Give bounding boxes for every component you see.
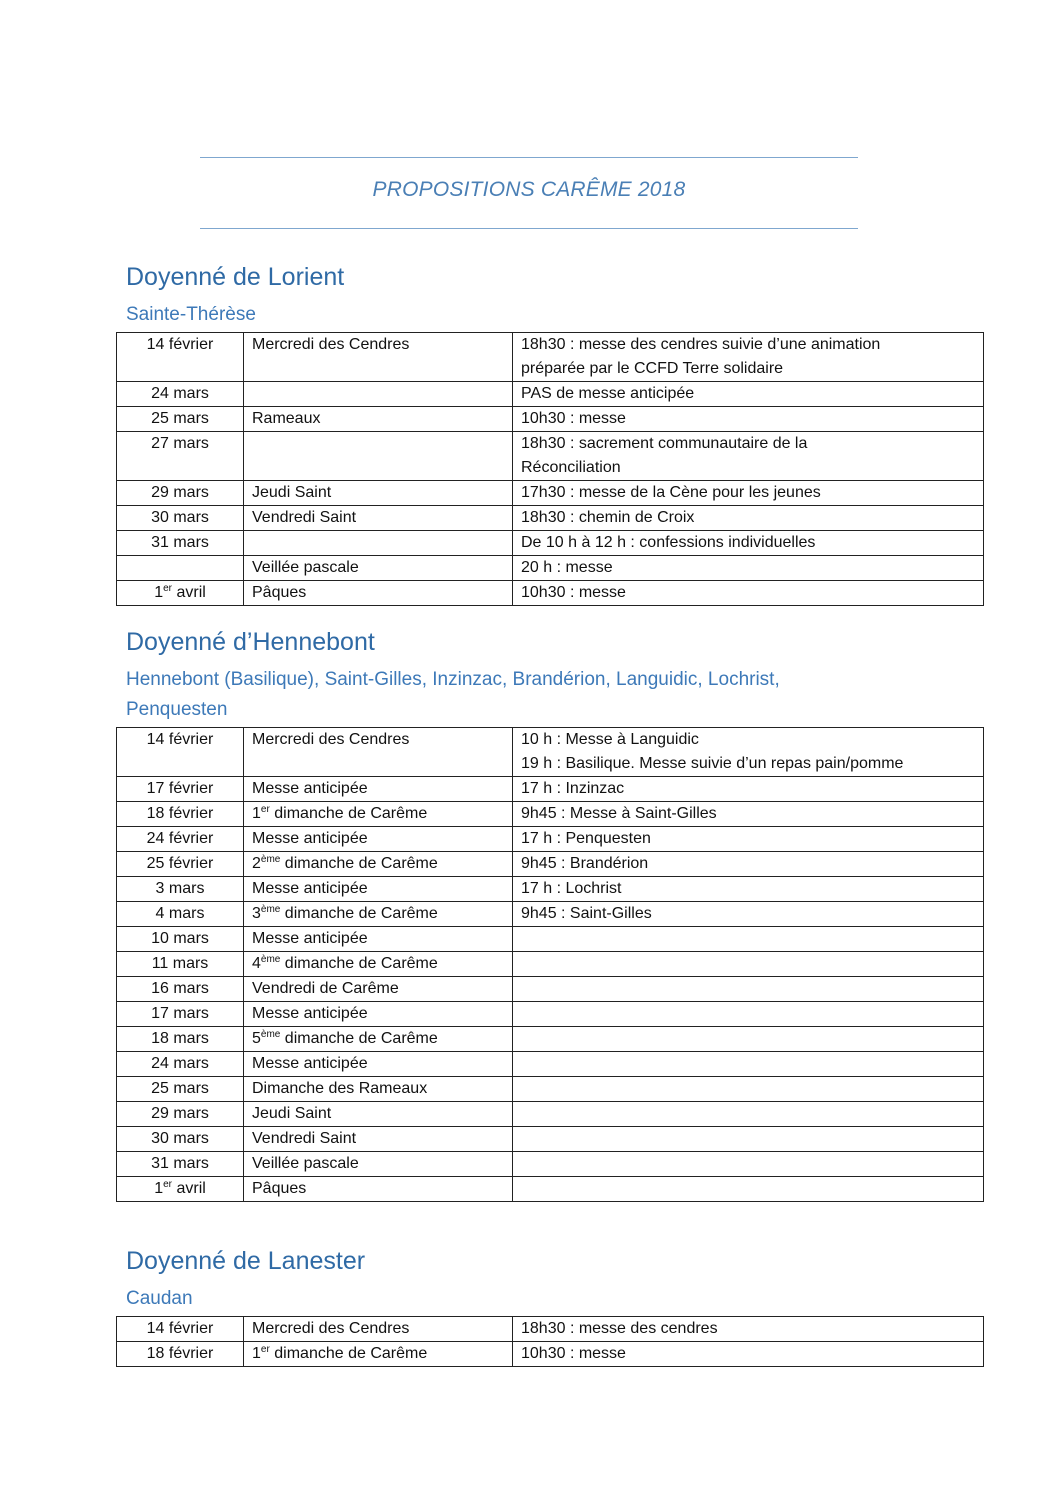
date-cell [117, 927, 244, 952]
date-cell [117, 952, 244, 977]
details-line [521, 1127, 975, 1151]
details-line: 10h30 : messe [521, 584, 626, 601]
date-cell [117, 728, 244, 777]
event-cell-text: Pâques [252, 584, 307, 601]
event-cell-text: 5 [252, 1030, 261, 1047]
details-line: 10h30 : messe [521, 1345, 626, 1362]
event-cell [244, 1177, 513, 1202]
event-cell-text: Vendredi Saint [252, 509, 357, 526]
details-cell [513, 728, 984, 777]
details-cell [513, 1342, 984, 1367]
details-line: 17 h : Penquesten [521, 830, 651, 847]
event-cell-ordinal: ème [260, 854, 281, 865]
event-cell [244, 382, 513, 407]
date-cell-text: 14 février [146, 1320, 214, 1337]
event-cell-text: Veillée pascale [252, 559, 359, 576]
date-cell [117, 382, 244, 407]
date-cell-text: 1 [154, 1180, 164, 1197]
details-cell [513, 581, 984, 606]
event-cell-text-end: dimanche de Carême [280, 955, 438, 972]
date-cell [117, 1317, 244, 1342]
date-cell-text: 29 mars [151, 1105, 209, 1122]
details-line: 9h45 : Brandérion [521, 855, 649, 872]
table-row [117, 581, 984, 606]
event-cell-text-end: dimanche de Carême [280, 1030, 438, 1047]
event-cell [244, 852, 513, 877]
details-line: 17 h : Lochrist [521, 880, 622, 897]
event-cell [244, 1002, 513, 1027]
details-line [521, 952, 975, 976]
event-cell-ordinal: er [260, 1344, 270, 1355]
date-cell [117, 777, 244, 802]
date-cell [117, 407, 244, 432]
details-cell [513, 902, 984, 927]
event-cell [244, 531, 513, 556]
table-row [117, 1027, 984, 1052]
table-row [117, 802, 984, 827]
details-cell [513, 877, 984, 902]
event-cell [244, 728, 513, 777]
event-cell-text-end: dimanche de Carême [280, 905, 438, 922]
details-cell [513, 531, 984, 556]
event-cell-text: Jeudi Saint [252, 484, 332, 501]
date-cell-text: 25 mars [151, 1080, 209, 1097]
details-cell [513, 927, 984, 952]
table-row [117, 1002, 984, 1027]
details-line: préparée par le CCFD Terre solidaire [521, 360, 784, 377]
event-cell [244, 1077, 513, 1102]
table-row [117, 1102, 984, 1127]
table-row [117, 977, 984, 1002]
event-cell [244, 1052, 513, 1077]
details-cell [513, 1027, 984, 1052]
event-cell [244, 1102, 513, 1127]
event-cell-text: 4 [252, 955, 261, 972]
event-cell-text: 1 [252, 805, 261, 822]
date-cell-text: 31 mars [151, 1155, 209, 1172]
details-cell [513, 852, 984, 877]
details-cell [513, 777, 984, 802]
event-cell-text: Vendredi de Carême [252, 980, 399, 997]
details-cell [513, 1102, 984, 1127]
event-cell-text: Messe anticipée [252, 880, 368, 897]
details-cell [513, 506, 984, 531]
date-cell [117, 1052, 244, 1077]
event-cell [244, 432, 513, 481]
date-cell-text: 17 mars [151, 1005, 209, 1022]
doyenne-heading-lorient: Doyenné de Lorient [126, 263, 345, 291]
event-cell-text: Mercredi des Cendres [252, 1320, 410, 1337]
table-row [117, 1127, 984, 1152]
date-cell-text: 16 mars [151, 980, 209, 997]
details-cell [513, 407, 984, 432]
date-cell [117, 902, 244, 927]
date-cell-text: 24 mars [151, 385, 209, 402]
table-row [117, 432, 984, 481]
doyenne-heading-lanester: Doyenné de Lanester [126, 1247, 366, 1275]
table-row [117, 1317, 984, 1342]
table-row [117, 556, 984, 581]
event-cell [244, 802, 513, 827]
event-cell-text: Messe anticipée [252, 1005, 368, 1022]
event-cell-ordinal: ème [260, 954, 281, 965]
details-cell [513, 1152, 984, 1177]
event-cell [244, 407, 513, 432]
table-row [117, 481, 984, 506]
date-cell-text: 25 mars [151, 410, 209, 427]
event-cell-text: Messe anticipée [252, 1055, 368, 1072]
event-cell-text-end: dimanche de Carême [269, 1345, 428, 1362]
details-cell [513, 333, 984, 382]
details-cell [513, 1317, 984, 1342]
event-cell [244, 977, 513, 1002]
event-cell-text: Vendredi Saint [252, 1130, 357, 1147]
parish-heading-sainte-therese: Sainte-Thérèse [126, 304, 256, 325]
date-cell [117, 531, 244, 556]
table-row [117, 506, 984, 531]
event-cell [244, 481, 513, 506]
details-line: Réconciliation [521, 459, 621, 476]
table-row [117, 1052, 984, 1077]
details-line [521, 1052, 975, 1076]
details-line: 20 h : messe [521, 559, 613, 576]
details-cell [513, 1127, 984, 1152]
event-cell [244, 827, 513, 852]
table-row [117, 728, 984, 777]
date-cell [117, 977, 244, 1002]
event-cell-text: 1 [252, 1345, 261, 1362]
date-cell-text: 10 mars [151, 930, 209, 947]
event-cell [244, 1317, 513, 1342]
event-cell [244, 902, 513, 927]
event-cell-text: Messe anticipée [252, 780, 368, 797]
date-cell [117, 852, 244, 877]
details-line [521, 977, 975, 1001]
event-cell-ordinal: ème [260, 904, 281, 915]
event-cell-text: Messe anticipée [252, 930, 368, 947]
date-cell [117, 1027, 244, 1052]
event-cell [244, 333, 513, 382]
event-cell [244, 581, 513, 606]
date-cell-text-end: avril [172, 1180, 206, 1197]
details-cell [513, 802, 984, 827]
doyenne-heading-hennebont: Doyenné d’Hennebont [126, 628, 375, 656]
table-row [117, 927, 984, 952]
date-cell-text: 18 février [146, 805, 214, 822]
date-cell-text: 24 mars [151, 1055, 209, 1072]
table-row [117, 877, 984, 902]
event-cell-ordinal: ème [260, 1029, 281, 1040]
date-cell-text: 25 février [146, 855, 214, 872]
event-cell-text: Mercredi des Cendres [252, 336, 410, 353]
event-cell-text: 3 [252, 905, 261, 922]
table-row [117, 333, 984, 382]
date-cell-text: 27 mars [151, 435, 209, 452]
event-cell-text: Dimanche des Rameaux [252, 1080, 428, 1097]
date-cell-text: 14 février [146, 336, 214, 353]
details-cell [513, 382, 984, 407]
event-cell [244, 556, 513, 581]
event-cell-text: Messe anticipée [252, 830, 368, 847]
event-cell-ordinal: er [260, 804, 270, 815]
parish-heading-hennebont: Hennebont (Basilique), Saint-Gilles, Inzinzac, Brandérion, Languidic, Lochrist, Penquesten [126, 669, 780, 720]
date-cell-text: 17 février [146, 780, 214, 797]
table-row [117, 1152, 984, 1177]
details-cell [513, 1077, 984, 1102]
document-title: PROPOSITIONS CARÊME 2018 [372, 178, 686, 201]
event-cell-text: 2 [252, 855, 261, 872]
event-cell [244, 952, 513, 977]
date-cell [117, 1077, 244, 1102]
table-row [117, 852, 984, 877]
details-line [521, 1027, 975, 1051]
details-cell [513, 1177, 984, 1202]
details-cell [513, 556, 984, 581]
event-cell [244, 777, 513, 802]
details-line [521, 1002, 975, 1026]
date-cell [117, 1177, 244, 1202]
date-cell [117, 581, 244, 606]
event-cell [244, 506, 513, 531]
table-row [117, 1177, 984, 1202]
table-row [117, 777, 984, 802]
date-cell-text: 31 mars [151, 534, 209, 551]
event-cell-text-end: dimanche de Carême [269, 805, 428, 822]
details-line: 18h30 : sacrement communautaire de la [521, 435, 808, 452]
date-cell-text: 1 [154, 584, 164, 601]
details-line [521, 1102, 975, 1126]
details-line: 10h30 : messe [521, 410, 626, 427]
date-cell [117, 556, 244, 581]
details-cell [513, 977, 984, 1002]
date-cell-text: 18 mars [151, 1030, 209, 1047]
date-cell-ordinal: er [163, 583, 173, 594]
details-line [521, 1077, 975, 1101]
table-row [117, 382, 984, 407]
details-line: 17h30 : messe de la Cène pour les jeunes [521, 484, 821, 501]
event-cell [244, 877, 513, 902]
date-cell-text: 30 mars [151, 1130, 209, 1147]
date-cell [117, 1102, 244, 1127]
date-cell [117, 432, 244, 481]
date-cell [117, 481, 244, 506]
date-cell-text: 24 février [146, 830, 214, 847]
date-cell [117, 1002, 244, 1027]
details-line: 18h30 : chemin de Croix [521, 509, 695, 526]
event-cell-text: Jeudi Saint [252, 1105, 332, 1122]
date-cell-text: 30 mars [151, 509, 209, 526]
details-line: 18h30 : messe des cendres suivie d’une animation [521, 336, 881, 353]
details-cell [513, 481, 984, 506]
date-cell-text: 4 mars [155, 905, 205, 922]
date-cell [117, 1152, 244, 1177]
event-cell-text: Pâques [252, 1180, 307, 1197]
event-cell-text-end: dimanche de Carême [280, 855, 438, 872]
details-line: 9h45 : Saint-Gilles [521, 905, 652, 922]
event-cell [244, 927, 513, 952]
details-line: 9h45 : Messe à Saint-Gilles [521, 805, 717, 822]
table-row [117, 1342, 984, 1367]
event-cell-text: Veillée pascale [252, 1155, 359, 1172]
date-cell-ordinal: er [163, 1179, 173, 1190]
details-line: PAS de messe anticipée [521, 385, 695, 402]
event-cell [244, 1342, 513, 1367]
date-cell [117, 827, 244, 852]
parish-heading-caudan: Caudan [126, 1288, 193, 1309]
schedule-table-hennebont [116, 727, 984, 1202]
event-cell-text: Mercredi des Cendres [252, 731, 410, 748]
date-cell [117, 506, 244, 531]
table-row [117, 407, 984, 432]
date-cell-text: 29 mars [151, 484, 209, 501]
title-block [200, 157, 858, 229]
event-cell [244, 1127, 513, 1152]
details-line: 10 h : Messe à Languidic [521, 731, 699, 748]
event-cell-text: Rameaux [252, 410, 321, 427]
event-cell [244, 1152, 513, 1177]
date-cell-text: 18 février [146, 1345, 214, 1362]
details-line: De 10 h à 12 h : confessions individuelles [521, 534, 816, 551]
date-cell [117, 333, 244, 382]
date-cell [117, 877, 244, 902]
details-line: 18h30 : messe des cendres [521, 1320, 718, 1337]
details-cell [513, 432, 984, 481]
schedule-table-lorient [116, 332, 984, 606]
table-row [117, 827, 984, 852]
details-line [521, 1177, 975, 1201]
date-cell-text: 11 mars [151, 955, 209, 972]
details-line [521, 927, 975, 951]
date-cell-text: 14 février [146, 731, 214, 748]
details-line: 19 h : Basilique. Messe suivie d’un repas pain/pomme [521, 755, 904, 772]
table-row [117, 902, 984, 927]
table-row [117, 952, 984, 977]
table-row [117, 531, 984, 556]
details-line: 17 h : Inzinzac [521, 780, 625, 797]
date-cell [117, 1342, 244, 1367]
date-cell [117, 1127, 244, 1152]
details-cell [513, 827, 984, 852]
details-cell [513, 1002, 984, 1027]
table-row [117, 1077, 984, 1102]
date-cell [117, 802, 244, 827]
date-cell-text: 3 mars [155, 880, 205, 897]
details-cell [513, 952, 984, 977]
event-cell [244, 1027, 513, 1052]
date-cell-text-end: avril [172, 584, 206, 601]
schedule-table-lanester [116, 1316, 984, 1367]
details-cell [513, 1052, 984, 1077]
details-line [521, 1152, 975, 1176]
